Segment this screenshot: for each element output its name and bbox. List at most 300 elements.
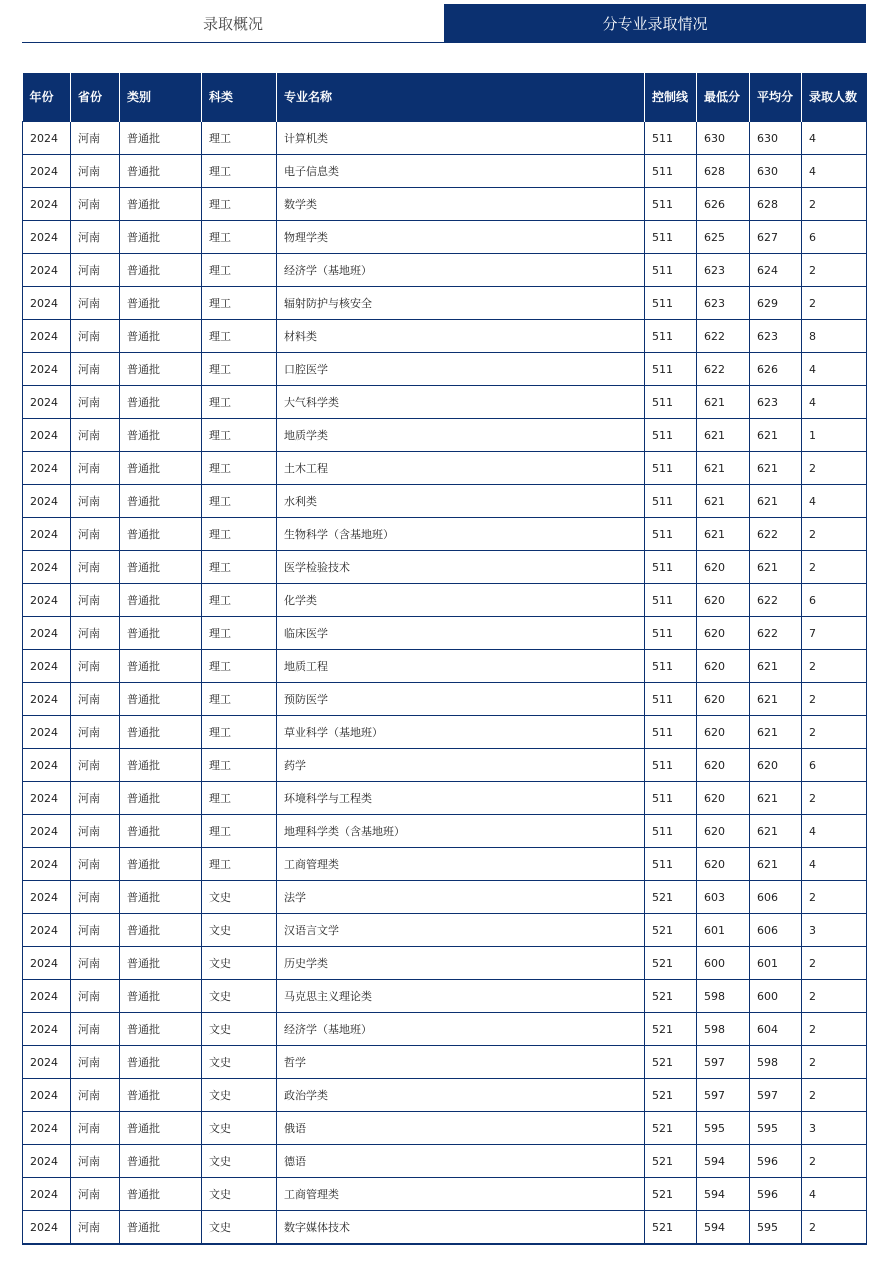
cell-major: 历史学类 — [277, 947, 645, 980]
cell-subject: 理工 — [202, 254, 277, 287]
tab-bar — [22, 4, 866, 43]
cell-year: 2024 — [23, 716, 71, 749]
cell-avg-score: 621 — [750, 485, 802, 518]
cell-control-line: 511 — [645, 419, 697, 452]
cell-province: 河南 — [71, 716, 120, 749]
cell-year: 2024 — [23, 452, 71, 485]
cell-province: 河南 — [71, 320, 120, 353]
cell-major: 工商管理类 — [277, 1178, 645, 1211]
table-row — [23, 1145, 867, 1178]
cell-control-line: 511 — [645, 353, 697, 386]
table-row — [23, 584, 867, 617]
cell-major: 医学检验技术 — [277, 551, 645, 584]
cell-avg-score: 629 — [750, 287, 802, 320]
cell-control-line: 521 — [645, 881, 697, 914]
cell-min-score: 621 — [697, 452, 750, 485]
header-admitted-count: 录取人数 — [802, 73, 867, 122]
cell-control-line: 511 — [645, 320, 697, 353]
cell-subject: 文史 — [202, 1112, 277, 1145]
cell-year: 2024 — [23, 848, 71, 881]
cell-province: 河南 — [71, 650, 120, 683]
cell-admitted-count: 6 — [802, 749, 867, 782]
cell-batch: 普通批 — [120, 617, 202, 650]
cell-major: 政治学类 — [277, 1079, 645, 1112]
table-row — [23, 254, 867, 287]
cell-batch: 普通批 — [120, 254, 202, 287]
cell-admitted-count: 4 — [802, 1178, 867, 1211]
cell-control-line: 511 — [645, 287, 697, 320]
cell-year: 2024 — [23, 1211, 71, 1245]
cell-min-score: 594 — [697, 1211, 750, 1245]
cell-province: 河南 — [71, 254, 120, 287]
cell-control-line: 511 — [645, 485, 697, 518]
cell-year: 2024 — [23, 386, 71, 419]
table-row — [23, 848, 867, 881]
cell-batch: 普通批 — [120, 1112, 202, 1145]
table-row — [23, 1046, 867, 1079]
cell-province: 河南 — [71, 1178, 120, 1211]
cell-admitted-count: 4 — [802, 485, 867, 518]
cell-subject: 文史 — [202, 1145, 277, 1178]
cell-min-score: 622 — [697, 353, 750, 386]
cell-province: 河南 — [71, 1211, 120, 1245]
table-row — [23, 650, 867, 683]
cell-avg-score: 622 — [750, 584, 802, 617]
cell-batch: 普通批 — [120, 881, 202, 914]
cell-year: 2024 — [23, 221, 71, 254]
cell-subject: 理工 — [202, 848, 277, 881]
cell-major: 汉语言文学 — [277, 914, 645, 947]
cell-major: 口腔医学 — [277, 353, 645, 386]
cell-admitted-count: 2 — [802, 1079, 867, 1112]
cell-year: 2024 — [23, 1013, 71, 1046]
table-row — [23, 1211, 867, 1245]
table-row — [23, 1178, 867, 1211]
tab-admission-overview[interactable]: 录取概况 — [22, 4, 444, 42]
cell-year: 2024 — [23, 551, 71, 584]
cell-avg-score: 600 — [750, 980, 802, 1013]
cell-major: 物理学类 — [277, 221, 645, 254]
cell-province: 河南 — [71, 947, 120, 980]
cell-province: 河南 — [71, 1145, 120, 1178]
cell-subject: 理工 — [202, 782, 277, 815]
cell-subject: 理工 — [202, 518, 277, 551]
cell-avg-score: 595 — [750, 1112, 802, 1145]
cell-province: 河南 — [71, 419, 120, 452]
cell-control-line: 511 — [645, 188, 697, 221]
cell-avg-score: 601 — [750, 947, 802, 980]
cell-batch: 普通批 — [120, 221, 202, 254]
cell-control-line: 511 — [645, 749, 697, 782]
cell-avg-score: 621 — [750, 848, 802, 881]
cell-major: 工商管理类 — [277, 848, 645, 881]
cell-province: 河南 — [71, 386, 120, 419]
cell-batch: 普通批 — [120, 584, 202, 617]
cell-subject: 文史 — [202, 1178, 277, 1211]
cell-year: 2024 — [23, 1079, 71, 1112]
cell-control-line: 511 — [645, 155, 697, 188]
cell-year: 2024 — [23, 947, 71, 980]
cell-year: 2024 — [23, 485, 71, 518]
cell-admitted-count: 2 — [802, 518, 867, 551]
cell-province: 河南 — [71, 617, 120, 650]
cell-batch: 普通批 — [120, 1145, 202, 1178]
cell-major: 药学 — [277, 749, 645, 782]
cell-subject: 理工 — [202, 353, 277, 386]
cell-major: 经济学（基地班） — [277, 1013, 645, 1046]
cell-subject: 理工 — [202, 386, 277, 419]
cell-major: 环境科学与工程类 — [277, 782, 645, 815]
cell-admitted-count: 2 — [802, 650, 867, 683]
cell-avg-score: 621 — [750, 782, 802, 815]
cell-year: 2024 — [23, 617, 71, 650]
table-row — [23, 551, 867, 584]
cell-admitted-count: 1 — [802, 419, 867, 452]
cell-batch: 普通批 — [120, 683, 202, 716]
cell-avg-score: 598 — [750, 1046, 802, 1079]
cell-subject: 文史 — [202, 1046, 277, 1079]
header-province: 省份 — [71, 73, 120, 122]
table-row — [23, 1013, 867, 1046]
cell-batch: 普通批 — [120, 155, 202, 188]
table-row — [23, 749, 867, 782]
cell-avg-score: 606 — [750, 914, 802, 947]
cell-control-line: 511 — [645, 518, 697, 551]
table-row — [23, 419, 867, 452]
header-subject: 科类 — [202, 73, 277, 122]
cell-control-line: 511 — [645, 122, 697, 155]
cell-major: 生物科学（含基地班） — [277, 518, 645, 551]
cell-year: 2024 — [23, 254, 71, 287]
cell-subject: 理工 — [202, 617, 277, 650]
cell-min-score: 595 — [697, 1112, 750, 1145]
table-row — [23, 683, 867, 716]
header-major: 专业名称 — [277, 73, 645, 122]
cell-batch: 普通批 — [120, 650, 202, 683]
cell-subject: 理工 — [202, 551, 277, 584]
cell-major: 辐射防护与核安全 — [277, 287, 645, 320]
cell-avg-score: 622 — [750, 518, 802, 551]
cell-admitted-count: 2 — [802, 254, 867, 287]
cell-major: 俄语 — [277, 1112, 645, 1145]
cell-control-line: 521 — [645, 1013, 697, 1046]
cell-province: 河南 — [71, 551, 120, 584]
cell-admitted-count: 2 — [802, 1211, 867, 1245]
cell-min-score: 597 — [697, 1079, 750, 1112]
cell-province: 河南 — [71, 980, 120, 1013]
cell-year: 2024 — [23, 155, 71, 188]
cell-avg-score: 604 — [750, 1013, 802, 1046]
table-row — [23, 485, 867, 518]
cell-major: 水利类 — [277, 485, 645, 518]
cell-year: 2024 — [23, 1145, 71, 1178]
cell-year: 2024 — [23, 320, 71, 353]
cell-min-score: 620 — [697, 716, 750, 749]
cell-major: 草业科学（基地班） — [277, 716, 645, 749]
cell-avg-score: 597 — [750, 1079, 802, 1112]
cell-batch: 普通批 — [120, 815, 202, 848]
cell-avg-score: 621 — [750, 452, 802, 485]
cell-year: 2024 — [23, 419, 71, 452]
cell-subject: 文史 — [202, 947, 277, 980]
cell-control-line: 521 — [645, 947, 697, 980]
table-row — [23, 122, 867, 155]
cell-batch: 普通批 — [120, 386, 202, 419]
cell-year: 2024 — [23, 683, 71, 716]
cell-major: 大气科学类 — [277, 386, 645, 419]
cell-year: 2024 — [23, 1046, 71, 1079]
cell-control-line: 521 — [645, 1145, 697, 1178]
cell-min-score: 620 — [697, 551, 750, 584]
table-header-row — [23, 73, 867, 122]
cell-control-line: 511 — [645, 716, 697, 749]
cell-admitted-count: 2 — [802, 1013, 867, 1046]
cell-admitted-count: 4 — [802, 353, 867, 386]
cell-batch: 普通批 — [120, 1211, 202, 1245]
cell-subject: 文史 — [202, 1079, 277, 1112]
cell-min-score: 620 — [697, 683, 750, 716]
cell-control-line: 511 — [645, 848, 697, 881]
cell-year: 2024 — [23, 287, 71, 320]
cell-subject: 文史 — [202, 1211, 277, 1245]
cell-admitted-count: 2 — [802, 1145, 867, 1178]
cell-admitted-count: 2 — [802, 1046, 867, 1079]
tab-admission-by-major[interactable]: 分专业录取情况 — [444, 4, 866, 42]
cell-major: 材料类 — [277, 320, 645, 353]
cell-major: 化学类 — [277, 584, 645, 617]
cell-major: 地质学类 — [277, 419, 645, 452]
cell-subject: 理工 — [202, 188, 277, 221]
cell-batch: 普通批 — [120, 914, 202, 947]
cell-avg-score: 595 — [750, 1211, 802, 1245]
cell-avg-score: 621 — [750, 419, 802, 452]
cell-province: 河南 — [71, 1112, 120, 1145]
cell-batch: 普通批 — [120, 980, 202, 1013]
table-row — [23, 617, 867, 650]
cell-batch: 普通批 — [120, 287, 202, 320]
cell-admitted-count: 2 — [802, 881, 867, 914]
cell-batch: 普通批 — [120, 518, 202, 551]
cell-avg-score: 623 — [750, 320, 802, 353]
cell-major: 预防医学 — [277, 683, 645, 716]
cell-min-score: 620 — [697, 650, 750, 683]
cell-batch: 普通批 — [120, 188, 202, 221]
cell-min-score: 620 — [697, 848, 750, 881]
table-row — [23, 1112, 867, 1145]
cell-min-score: 594 — [697, 1178, 750, 1211]
cell-year: 2024 — [23, 749, 71, 782]
cell-admitted-count: 6 — [802, 584, 867, 617]
cell-subject: 理工 — [202, 650, 277, 683]
table-row — [23, 452, 867, 485]
cell-major: 地质工程 — [277, 650, 645, 683]
cell-year: 2024 — [23, 782, 71, 815]
cell-admitted-count: 2 — [802, 287, 867, 320]
cell-batch: 普通批 — [120, 122, 202, 155]
cell-control-line: 511 — [645, 683, 697, 716]
cell-admitted-count: 3 — [802, 914, 867, 947]
cell-min-score: 620 — [697, 584, 750, 617]
cell-avg-score: 596 — [750, 1178, 802, 1211]
table-row — [23, 155, 867, 188]
cell-subject: 理工 — [202, 155, 277, 188]
table-row — [23, 320, 867, 353]
cell-subject: 文史 — [202, 914, 277, 947]
cell-avg-score: 624 — [750, 254, 802, 287]
cell-year: 2024 — [23, 914, 71, 947]
cell-control-line: 511 — [645, 452, 697, 485]
cell-min-score: 628 — [697, 155, 750, 188]
cell-control-line: 521 — [645, 980, 697, 1013]
cell-control-line: 521 — [645, 1178, 697, 1211]
cell-subject: 理工 — [202, 584, 277, 617]
cell-province: 河南 — [71, 881, 120, 914]
cell-province: 河南 — [71, 1013, 120, 1046]
cell-province: 河南 — [71, 914, 120, 947]
header-min-score: 最低分 — [697, 73, 750, 122]
cell-subject: 理工 — [202, 683, 277, 716]
cell-major: 土木工程 — [277, 452, 645, 485]
cell-major: 地理科学类（含基地班） — [277, 815, 645, 848]
cell-year: 2024 — [23, 1178, 71, 1211]
cell-major: 法学 — [277, 881, 645, 914]
cell-batch: 普通批 — [120, 749, 202, 782]
cell-admitted-count: 8 — [802, 320, 867, 353]
cell-avg-score: 621 — [750, 650, 802, 683]
cell-province: 河南 — [71, 122, 120, 155]
cell-control-line: 511 — [645, 815, 697, 848]
cell-control-line: 511 — [645, 584, 697, 617]
table-row — [23, 782, 867, 815]
cell-min-score: 620 — [697, 782, 750, 815]
cell-min-score: 621 — [697, 419, 750, 452]
table-row — [23, 1079, 867, 1112]
cell-year: 2024 — [23, 980, 71, 1013]
cell-min-score: 601 — [697, 914, 750, 947]
header-control-line: 控制线 — [645, 73, 697, 122]
cell-control-line: 511 — [645, 221, 697, 254]
cell-control-line: 511 — [645, 782, 697, 815]
cell-batch: 普通批 — [120, 353, 202, 386]
cell-min-score: 623 — [697, 287, 750, 320]
cell-avg-score: 622 — [750, 617, 802, 650]
cell-min-score: 600 — [697, 947, 750, 980]
cell-province: 河南 — [71, 584, 120, 617]
cell-admitted-count: 2 — [802, 683, 867, 716]
cell-min-score: 598 — [697, 1013, 750, 1046]
cell-batch: 普通批 — [120, 848, 202, 881]
cell-batch: 普通批 — [120, 485, 202, 518]
cell-province: 河南 — [71, 353, 120, 386]
cell-avg-score: 621 — [750, 716, 802, 749]
cell-avg-score: 630 — [750, 155, 802, 188]
cell-admitted-count: 7 — [802, 617, 867, 650]
cell-avg-score: 621 — [750, 683, 802, 716]
cell-admitted-count: 2 — [802, 452, 867, 485]
table-row — [23, 980, 867, 1013]
cell-admitted-count: 2 — [802, 188, 867, 221]
table-row — [23, 287, 867, 320]
cell-province: 河南 — [71, 287, 120, 320]
cell-batch: 普通批 — [120, 947, 202, 980]
cell-control-line: 521 — [645, 1079, 697, 1112]
cell-major: 马克思主义理论类 — [277, 980, 645, 1013]
cell-province: 河南 — [71, 1079, 120, 1112]
cell-batch: 普通批 — [120, 551, 202, 584]
cell-admitted-count: 2 — [802, 980, 867, 1013]
cell-year: 2024 — [23, 353, 71, 386]
cell-min-score: 622 — [697, 320, 750, 353]
table-row — [23, 221, 867, 254]
cell-admitted-count: 3 — [802, 1112, 867, 1145]
cell-major: 经济学（基地班） — [277, 254, 645, 287]
cell-year: 2024 — [23, 518, 71, 551]
cell-batch: 普通批 — [120, 452, 202, 485]
cell-major: 数学类 — [277, 188, 645, 221]
cell-avg-score: 628 — [750, 188, 802, 221]
cell-min-score: 626 — [697, 188, 750, 221]
table-row — [23, 386, 867, 419]
cell-control-line: 511 — [645, 551, 697, 584]
cell-control-line: 511 — [645, 650, 697, 683]
cell-avg-score: 621 — [750, 551, 802, 584]
cell-admitted-count: 4 — [802, 386, 867, 419]
cell-province: 河南 — [71, 452, 120, 485]
cell-min-score: 620 — [697, 815, 750, 848]
cell-min-score: 621 — [697, 386, 750, 419]
cell-year: 2024 — [23, 815, 71, 848]
admission-table — [22, 73, 867, 1245]
cell-subject: 理工 — [202, 749, 277, 782]
cell-province: 河南 — [71, 221, 120, 254]
cell-year: 2024 — [23, 1112, 71, 1145]
cell-admitted-count: 4 — [802, 848, 867, 881]
table-row — [23, 914, 867, 947]
cell-province: 河南 — [71, 518, 120, 551]
cell-min-score: 598 — [697, 980, 750, 1013]
cell-admitted-count: 2 — [802, 551, 867, 584]
table-row — [23, 881, 867, 914]
table-row — [23, 947, 867, 980]
cell-admitted-count: 2 — [802, 947, 867, 980]
cell-subject: 理工 — [202, 221, 277, 254]
cell-province: 河南 — [71, 485, 120, 518]
cell-province: 河南 — [71, 188, 120, 221]
cell-avg-score: 627 — [750, 221, 802, 254]
cell-year: 2024 — [23, 584, 71, 617]
cell-min-score: 597 — [697, 1046, 750, 1079]
header-year: 年份 — [23, 73, 71, 122]
cell-min-score: 594 — [697, 1145, 750, 1178]
cell-province: 河南 — [71, 848, 120, 881]
cell-batch: 普通批 — [120, 320, 202, 353]
cell-min-score: 630 — [697, 122, 750, 155]
cell-province: 河南 — [71, 683, 120, 716]
cell-province: 河南 — [71, 815, 120, 848]
cell-control-line: 511 — [645, 386, 697, 419]
cell-year: 2024 — [23, 188, 71, 221]
cell-year: 2024 — [23, 650, 71, 683]
cell-control-line: 521 — [645, 1046, 697, 1079]
cell-admitted-count: 4 — [802, 122, 867, 155]
cell-min-score: 623 — [697, 254, 750, 287]
cell-avg-score: 596 — [750, 1145, 802, 1178]
cell-batch: 普通批 — [120, 782, 202, 815]
cell-province: 河南 — [71, 749, 120, 782]
cell-admitted-count: 2 — [802, 782, 867, 815]
cell-admitted-count: 4 — [802, 155, 867, 188]
table-row — [23, 188, 867, 221]
